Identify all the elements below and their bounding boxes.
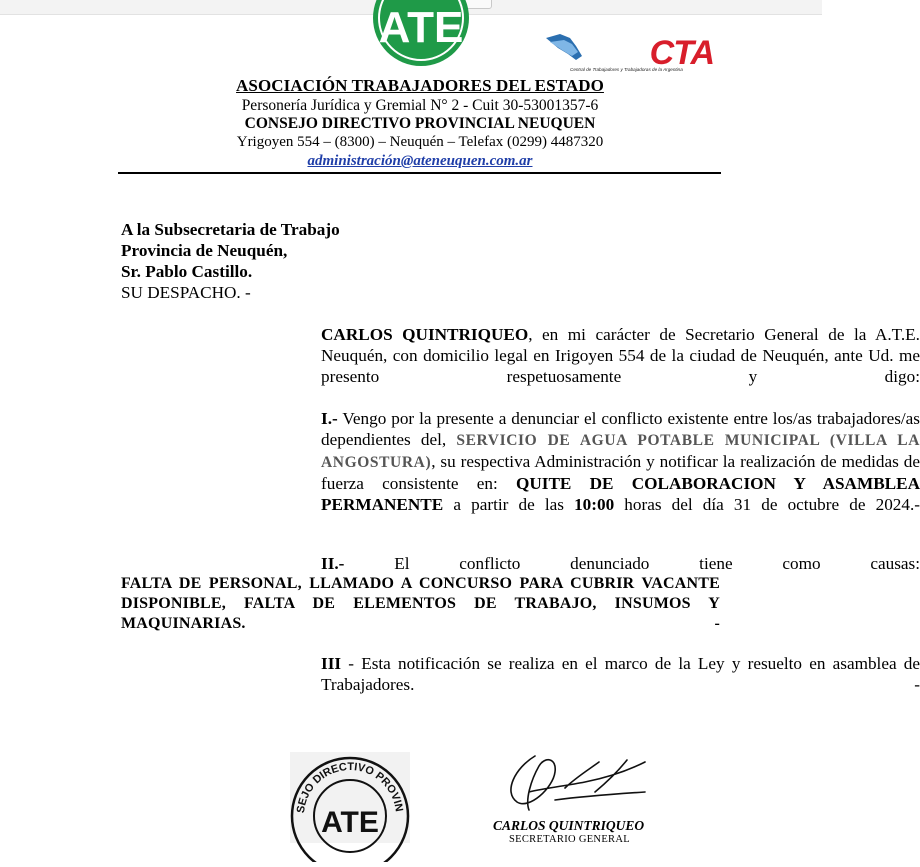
stamp-arc-text: SEJO DIRECTIVO PROVIN	[295, 760, 405, 814]
ate-logo-text: ATE	[378, 3, 464, 52]
cta-tagline: Central de Trabajadores y Trabajadoras de la Argentina	[570, 67, 683, 72]
section-2-text: El conflicto denunciado tiene como causas:	[344, 554, 920, 573]
section-1-text-b: , su respectiva Administración y notificar la realización de medidas de fuerza consistente en:	[321, 452, 920, 493]
conflict-causes: FALTA DE PERSONAL, LLAMADO A CONCURSO PARA CUBRIR VACANTE DISPONIBLE, FALTA DE ELEMENTOS DE TRABAJO, INSUMOS Y MAQUINARIAS. -	[121, 575, 720, 632]
ate-stamp	[290, 752, 410, 843]
section-2-number: II.-	[321, 554, 345, 573]
section-1-text-d: horas del día 31 de octubre de 2024.-	[614, 495, 920, 514]
recipient-block	[121, 219, 720, 303]
email-link[interactable]: administración@ateneuquen.com.ar	[307, 153, 533, 169]
start-time: 10:00	[574, 495, 615, 514]
section-1-text-a: Vengo por la presente a denunciar el conflicto existente entre los/as trabajadores/as dependientes del,	[321, 409, 920, 449]
signatory-role: SECRETARIO GENERAL	[509, 834, 630, 845]
measure-name: QUITE DE COLABORACION Y ASAMBLEA PERMANENTE	[321, 474, 920, 514]
recipient-line-4: SU DESPACHO. -	[121, 283, 251, 302]
section-1-text-c: a partir de las	[443, 495, 575, 514]
section-3-paragraph	[121, 653, 920, 695]
org-name: ASOCIACIÓN TRABAJADORES DEL ESTADO	[236, 76, 604, 95]
stamp-seal-icon	[290, 752, 410, 862]
stamp-center-text: ATE	[321, 806, 379, 839]
council-name: CONSEJO DIRECTIVO PROVINCIAL NEUQUEN	[244, 115, 596, 132]
recipient-line-2: Provincia de Neuquén,	[121, 241, 288, 260]
ate-logo	[371, 0, 471, 66]
svg-text:CONSEJO DIRECTIVO PROVINCIAL	[290, 752, 405, 814]
org-address: Yrigoyen 554 – (8300) – Neuquén – Telefax (0299) 4487320	[236, 134, 604, 150]
cta-logo-text: CTA	[649, 34, 714, 72]
recipient-line-3: Sr. Pablo Castillo.	[121, 262, 253, 281]
section-3-number: III	[321, 654, 342, 673]
recipient-line-1: A la Subsecretaria de Trabajo	[121, 220, 340, 239]
intro-text: , en mi carácter de Secretario General de la A.T.E. Neuquén, con domicilio legal en Irigoyen 554 de la ciudad de Neuquén, ante Ud. me presento respetuosamente y digo:	[321, 325, 920, 386]
section-3-text: - Esta notificación se realiza en el marco de la Ley y resuelto en asamblea de Trabajadores. -	[321, 654, 920, 694]
legal-status: Personería Jurídica y Gremial N° 2 - Cuit 30-53001357-6	[241, 97, 599, 114]
sender-name: CARLOS QUINTRIQUEO	[321, 325, 529, 344]
section-1-paragraph	[121, 408, 920, 515]
section-1-number: I.-	[321, 409, 338, 428]
section-2-paragraph	[121, 553, 920, 574]
intro-paragraph	[121, 324, 920, 387]
handwritten-signature	[495, 748, 655, 818]
header-divider	[118, 172, 721, 174]
service-name: SERVICIO DE AGUA POTABLE MUNICIPAL (VILLA LA ANGOSTURA)	[321, 432, 920, 471]
signatory-name: CARLOS QUINTRIQUEO	[493, 818, 645, 833]
